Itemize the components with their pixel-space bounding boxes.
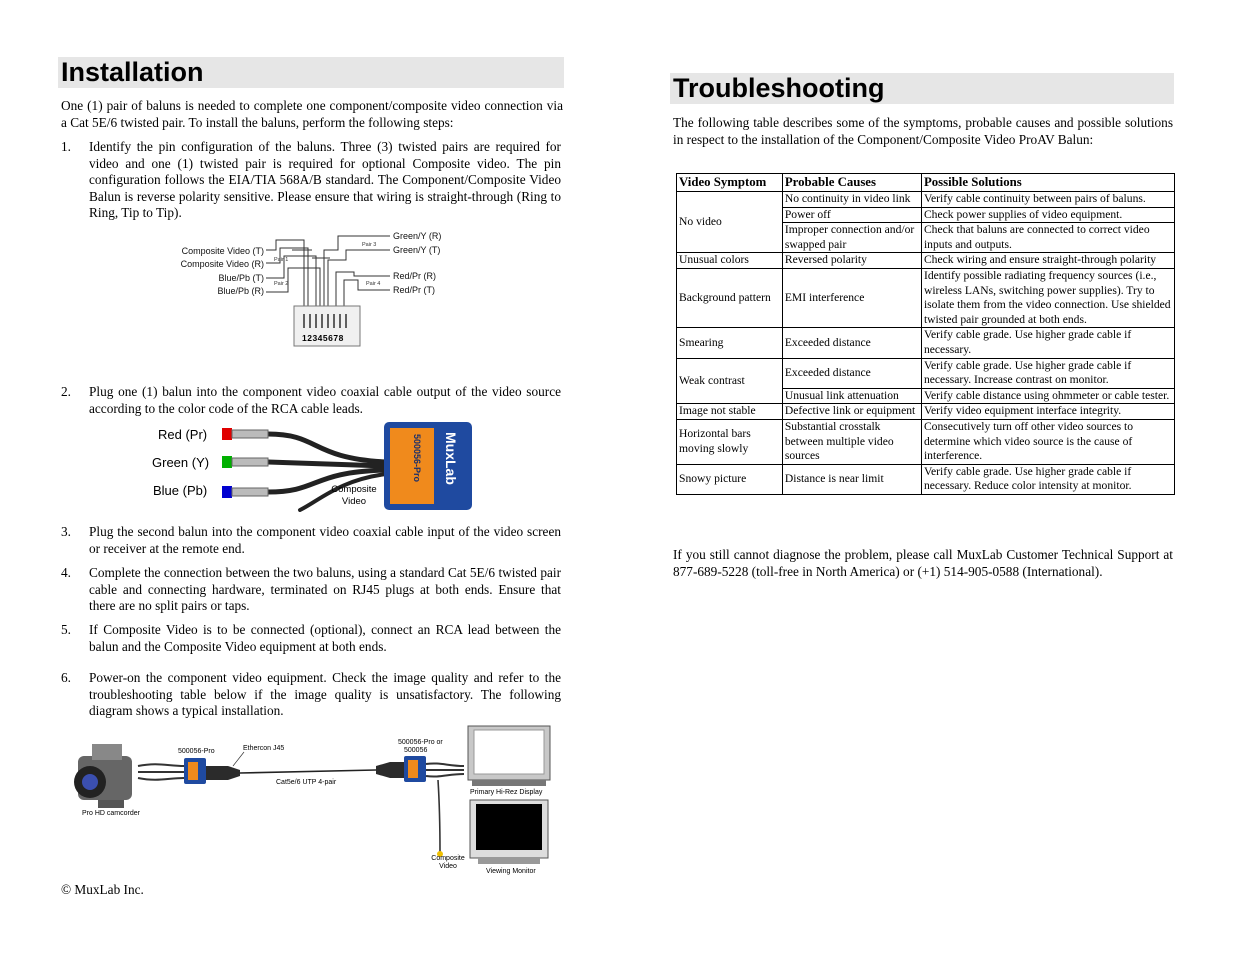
cause-cell: Improper connection and/or swapped pair: [782, 223, 921, 253]
symptom-cell: Unusual colors: [677, 253, 783, 269]
solution-cell: Verify cable grade. Use higher grade cable if necessary. Increase contrast on monitor.: [921, 358, 1174, 388]
composite-label: Composite: [331, 484, 377, 495]
rj45-pin-diagram: [180, 228, 442, 348]
cause-cell: Power off: [782, 207, 921, 223]
step-text: Identify the pin configuration of the baluns. Three (3) twisted pairs are required for video and one (1) twisted pair is required for optional Composite video. The pin configuration follows the EIA/TIA 568A/B standard. The Component/Composite Video Balun is reverse polarity sensitive. Please ensure that wiring is straight-through (Ring to Ring, Tip to Tip).: [89, 139, 561, 221]
composite-video-label: Video: [439, 863, 457, 870]
symptom-cell: Horizontal bars moving slowly: [677, 419, 783, 464]
table-row: [677, 419, 1175, 464]
lead-label: Red (Pr): [158, 427, 208, 442]
column-header: Possible Solutions: [921, 174, 1174, 192]
solution-cell: Verify cable grade. Use higher grade cable if necessary. Reduce color intensity at monitor.: [921, 464, 1174, 494]
camcorder-label: Pro HD camcorder: [82, 810, 140, 817]
ethercon-label: Ethercon J45: [243, 745, 285, 752]
solution-cell: Consecutively turn off other video sources to determine which video source is the cause of interference.: [921, 419, 1174, 464]
solution-cell: Verify cable continuity between pairs of baluns.: [921, 192, 1174, 208]
display-icon: [468, 726, 550, 786]
pair-label: Pair 2: [274, 281, 289, 287]
pin-label: Composite Video (T): [181, 246, 264, 256]
step-number: 6.: [61, 670, 71, 685]
table-row: [677, 268, 1175, 327]
solution-cell: Verify video equipment interface integrity.: [921, 404, 1174, 420]
solution-cell: Verify cable grade. Use higher grade cable if necessary.: [921, 328, 1174, 358]
table-row: [677, 328, 1175, 358]
troubleshooting-heading: Troubleshooting: [670, 73, 1174, 104]
step-number: 5.: [61, 622, 71, 637]
balun-left-label: 500056-Pro: [178, 748, 215, 755]
pin-label: Red/Pr (R): [393, 271, 437, 281]
pair-label: Pair 4: [366, 281, 381, 287]
cause-cell: Substantial crosstalk between multiple video sources: [782, 419, 921, 464]
solution-cell: Identify possible radiating frequency sources (i.e., wireless LANs, switching power supplies). Try to isolate them from the video connection. Use shielded twisted pair grounded at both ends.: [921, 268, 1174, 327]
red-rca-plug: [222, 428, 232, 440]
cable-label: Cat5e/6 UTP 4-pair: [276, 779, 337, 786]
cause-cell: EMI interference: [782, 268, 921, 327]
composite-video-label: Composite: [431, 855, 465, 862]
cause-cell: No continuity in video link: [782, 192, 921, 208]
monitor-label: Viewing Monitor: [486, 868, 536, 875]
green-rca-plug: [222, 456, 232, 468]
pin-label: Blue/Pb (T): [218, 273, 264, 283]
model-label: 500056-Pro: [412, 434, 422, 483]
step-number: 1.: [61, 139, 71, 154]
cause-cell: Exceeded distance: [782, 328, 921, 358]
step-number: 3.: [61, 524, 71, 539]
troubleshooting-table: [676, 173, 1175, 495]
solution-cell: Verify cable distance using ohmmeter or cable tester.: [921, 388, 1174, 404]
step-number: 2.: [61, 384, 71, 399]
pair-label: Pair 1: [274, 257, 289, 263]
solution-cell: Check that baluns are connected to correct video inputs and outputs.: [921, 223, 1174, 253]
composite-label: Video: [341, 496, 367, 507]
step-number: 4.: [61, 565, 71, 580]
pin-label: Composite Video (R): [180, 259, 264, 269]
symptom-cell: Background pattern: [677, 268, 783, 327]
symptom-cell: Smearing: [677, 328, 783, 358]
lead-label: Green (Y): [152, 455, 210, 470]
symptom-cell: Image not stable: [677, 404, 783, 420]
cause-cell: Unusual link attenuation: [782, 388, 921, 404]
step-text: Plug the second balun into the component video coaxial cable input of the video screen or receiver at the remote end.: [89, 524, 561, 556]
balun-right-label: 500056: [404, 747, 428, 754]
pin-label: Green/Y (R): [393, 231, 442, 241]
table-header-row: [677, 174, 1175, 192]
brand-logo: MuxLab: [443, 432, 459, 485]
typical-installation-diagram: [68, 722, 558, 878]
cause-cell: Distance is near limit: [782, 464, 921, 494]
pin-label: Blue/Pb (R): [217, 286, 264, 296]
step-text: If Composite Video is to be connected (optional), connect an RCA lead between the balun and the Composite Video equipment at both ends.: [89, 622, 561, 654]
pin-label: Red/Pr (T): [393, 285, 436, 295]
solution-cell: Check power supplies of video equipment.: [921, 207, 1174, 223]
blue-rca-plug: [222, 486, 232, 498]
table-row: [677, 253, 1175, 269]
cause-cell: Reversed polarity: [782, 253, 921, 269]
step-text: Power-on the component video equipment. Check the image quality and refer to the troubleshooting table below if the image quality is unsatisfactory. The following diagram shows a typical installation.: [89, 670, 561, 719]
balun-right-label: 500056-Pro or: [398, 739, 443, 746]
symptom-cell: Weak contrast: [677, 358, 783, 404]
step-text: Plug one (1) balun into the component video coaxial cable output of the video source according to the color code of the RCA cable leads.: [89, 384, 561, 416]
pin-numbers: 12345678: [302, 333, 344, 343]
footer-copyright: © MuxLab Inc.: [61, 882, 144, 897]
lead-label: Blue (Pb): [153, 483, 208, 498]
camcorder-icon: [74, 744, 132, 808]
symptom-cell: No video: [677, 192, 783, 253]
solution-cell: Check wiring and ensure straight-through polarity: [921, 253, 1174, 269]
column-header: Video Symptom: [677, 174, 783, 192]
pin-label: Green/Y (T): [393, 245, 441, 255]
table-row: [677, 404, 1175, 420]
column-header: Probable Causes: [782, 174, 921, 192]
step-text: Complete the connection between the two baluns, using a standard Cat 5E/6 twisted pair cable and connecting hardware, terminated on RJ45 plugs at both ends. Ensure that there are no split pairs or taps.: [89, 565, 561, 614]
display-label: Primary Hi-Rez Display: [470, 789, 543, 796]
balun-rca-figure: [150, 420, 476, 512]
table-row: [677, 192, 1175, 208]
symptom-cell: Snowy picture: [677, 464, 783, 494]
troubleshooting-intro: The following table describes some of the symptoms, probable causes and possible solutions in respect to the installation of the Component/Composite Video ProAV Balun:: [673, 115, 1173, 147]
table-row: [677, 358, 1175, 388]
cause-cell: Exceeded distance: [782, 358, 921, 388]
pair-label: Pair 3: [362, 242, 377, 248]
troubleshooting-closing: If you still cannot diagnose the problem, please call MuxLab Customer Technical Support at 877-689-5228 (toll-free in North America) or (+1) 514-905-0588 (International).: [673, 547, 1173, 579]
table-row: [677, 464, 1175, 494]
balun-device: [384, 422, 472, 510]
installation-intro: One (1) pair of baluns is needed to complete one component/composite video connection via a Cat 5E/6 twisted pair. To install the baluns, perform the following steps:: [61, 98, 563, 130]
monitor-icon: [470, 800, 548, 864]
cause-cell: Defective link or equipment: [782, 404, 921, 420]
installation-heading: Installation: [58, 57, 564, 88]
